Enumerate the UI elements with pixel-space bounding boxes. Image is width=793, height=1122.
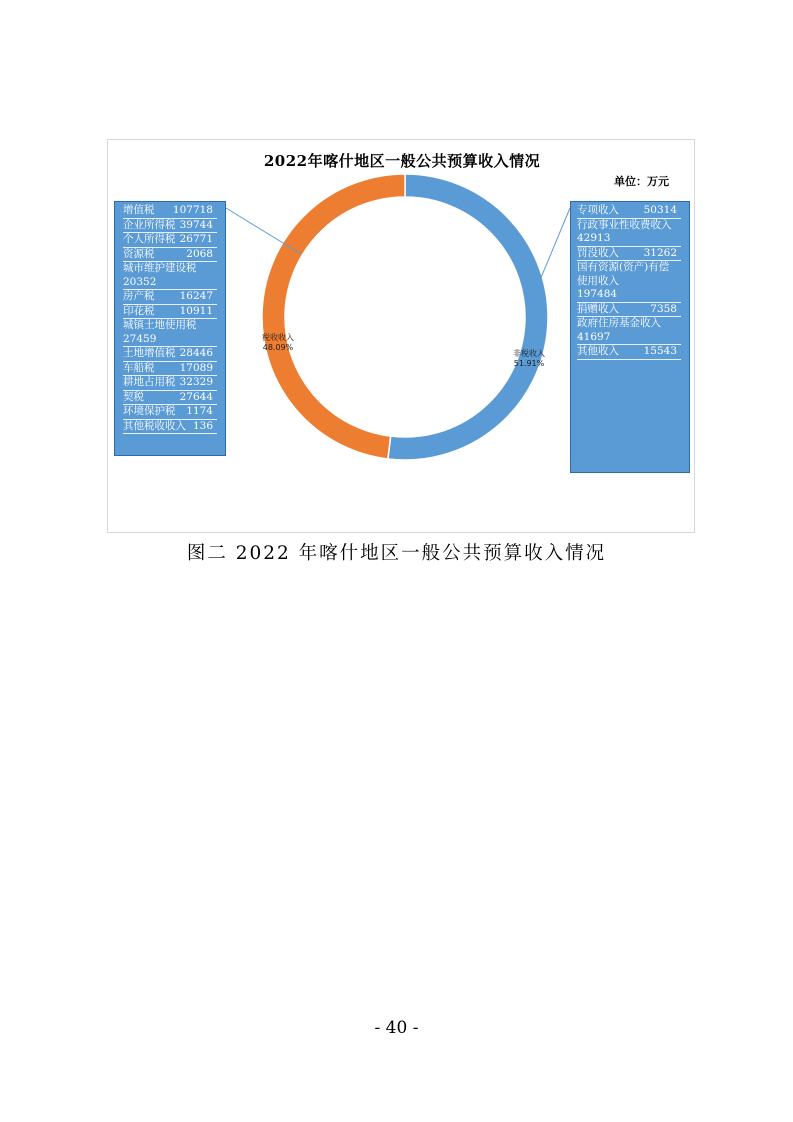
legend-row-name: 资源税 xyxy=(123,247,155,260)
legend-row-value: 16247 xyxy=(179,290,213,302)
legend-row xyxy=(577,247,681,262)
slice-tax-revenue xyxy=(262,174,405,459)
chart-title: 2022年喀什地区一般公共预算收入情况 xyxy=(263,152,541,170)
legend-row-value: 26771 xyxy=(179,233,213,245)
legend-row-value: 1174 xyxy=(186,405,213,417)
legend-row-name: 增值税 xyxy=(123,204,155,216)
legend-row-value: 136 xyxy=(192,419,213,432)
chart-frame xyxy=(107,139,695,533)
legend-row xyxy=(123,405,217,420)
legend-row-value: 41697 xyxy=(577,330,611,343)
legend-row xyxy=(123,420,217,435)
legend-row-value: 28446 xyxy=(179,347,213,359)
legend-row-value: 39744 xyxy=(179,218,213,231)
legend-row-value: 15543 xyxy=(643,345,677,357)
legend-row xyxy=(123,262,217,290)
slice-label-nontax-name: 非税收入 xyxy=(513,349,545,358)
legend-row-value: 20352 xyxy=(123,275,157,288)
legend-row xyxy=(123,376,217,391)
legend-row-value: 42913 xyxy=(577,232,611,244)
legend-row xyxy=(123,347,217,362)
legend-row xyxy=(577,261,681,303)
legend-row-name: 耕地占用税 xyxy=(123,376,176,388)
legend-row-value: 27459 xyxy=(123,332,157,345)
legend-row-value: 7358 xyxy=(650,302,677,315)
legend-row xyxy=(123,362,217,377)
leader-line-nontax xyxy=(535,208,570,292)
legend-row-name: 专项收入 xyxy=(577,204,619,216)
legend-row-value: 27644 xyxy=(179,390,213,403)
legend-row-name: 捐赠收入 xyxy=(577,302,619,315)
legend-row-name: 契税 xyxy=(123,390,144,403)
legend-row xyxy=(577,219,681,247)
legend-row-name: 个人所得税 xyxy=(123,233,176,245)
legend-row-name: 房产税 xyxy=(123,290,155,302)
legend-row-value: 31262 xyxy=(643,246,677,259)
legend-row xyxy=(577,345,681,360)
slice-label-tax-percent: 48.09% xyxy=(262,343,294,352)
legend-row-name: 车船税 xyxy=(123,361,155,374)
legend-row-name: 城镇土地使用税 xyxy=(123,319,197,331)
legend-row xyxy=(123,290,217,305)
legend-row xyxy=(123,319,217,347)
slice-label-nontax-percent: 51.91% xyxy=(513,359,545,368)
legend-row-value: 17089 xyxy=(179,361,213,374)
legend-row xyxy=(123,248,217,263)
legend-row-value: 2068 xyxy=(186,247,213,260)
legend-row-name: 城市维护建设税 xyxy=(123,262,197,274)
page-number: - 40 - xyxy=(374,1018,419,1038)
unit-label: 单位：万元 xyxy=(614,175,669,188)
legend-row-name: 行政事业性收费收入 xyxy=(577,218,672,231)
legend-row-name: 罚没收入 xyxy=(577,246,619,259)
legend-row-value: 197484 xyxy=(577,288,618,300)
slice-label-tax-name: 税收收入 xyxy=(262,333,294,342)
legend-row-name: 其他收入 xyxy=(577,345,619,357)
legend-row-value: 10911 xyxy=(179,304,213,317)
legend-row-name: 企业所得税 xyxy=(123,218,176,231)
slice-nontax-revenue xyxy=(388,174,548,460)
legend-row xyxy=(123,219,217,234)
legend-row xyxy=(123,233,217,248)
leader-line-tax xyxy=(226,208,301,254)
figure-caption: 图二 2022 年喀什地区一般公共预算收入情况 xyxy=(186,543,607,564)
legend-row xyxy=(577,204,681,219)
legend-row xyxy=(123,305,217,320)
tax-items-box xyxy=(114,201,226,456)
legend-row-value: 107718 xyxy=(172,204,213,216)
legend-row-name: 土地增值税 xyxy=(123,347,176,359)
legend-row xyxy=(577,303,681,318)
legend-row-name: 环境保护税 xyxy=(123,405,176,417)
legend-row-name: 政府住房基金收入 xyxy=(577,317,661,329)
legend-row-value: 32329 xyxy=(179,376,213,388)
legend-row-name: 国有资源(资产)有偿使用收入 xyxy=(577,261,670,287)
legend-row xyxy=(123,204,217,219)
legend-row xyxy=(577,317,681,345)
legend-row-name: 其他税收收入 xyxy=(123,419,186,432)
nontax-items-box xyxy=(570,201,690,473)
legend-row-name: 印花税 xyxy=(123,304,155,317)
legend-row-value: 50314 xyxy=(643,204,677,216)
legend-row xyxy=(123,391,217,406)
